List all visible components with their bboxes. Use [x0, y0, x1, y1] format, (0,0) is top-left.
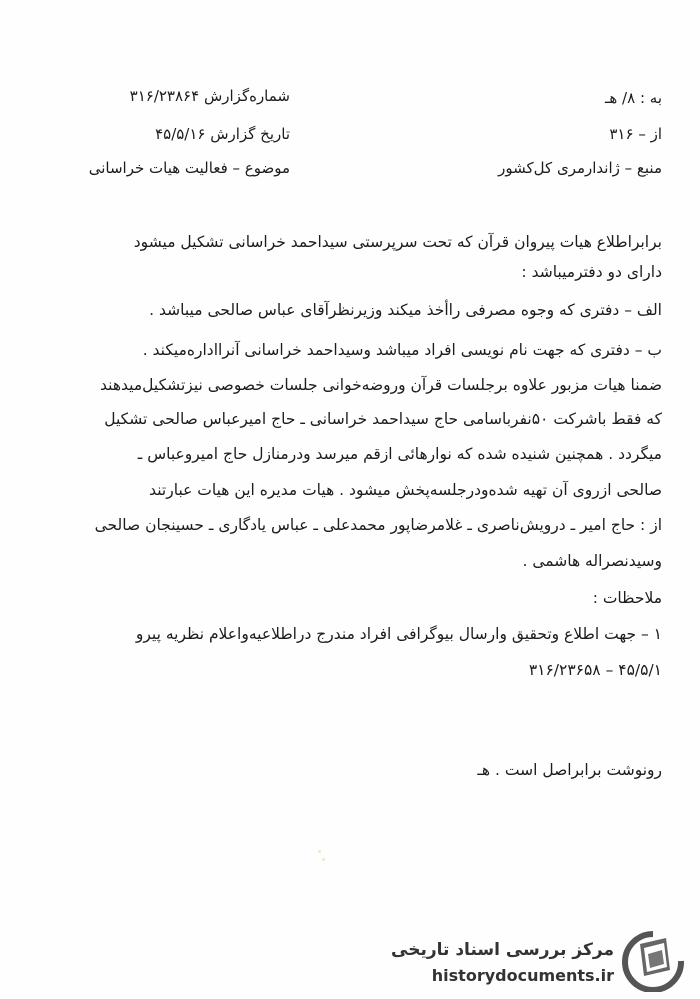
archive-logo-icon [620, 930, 686, 992]
brand-website: historydocuments.ir [431, 966, 614, 985]
body-line: که فقط باشرکت ۵۰نفرباسامی حاج سیداحمد خراسانی ـ حاج امیرعباس صالحی تشکیل [104, 410, 662, 428]
body-line: الف – دفتری که وجوه مصرفی راأخذ میکند وزیرنظرآقای عباس صالحی میباشد . [149, 301, 662, 319]
brand-name: مرکز بررسی اسناد تاریخی [391, 940, 614, 960]
note-line: ۱ – جهت اطلاع وتحقیق وارسال بیوگرافی افراد مندرج دراطلاعیه‌واعلام نظریه پیرو [135, 625, 662, 643]
notes-label: ملاحظات : [592, 589, 662, 607]
recipient-to: به : ۸/ هـ [604, 89, 662, 107]
report-subject: موضوع – فعالیت هیات خراسانی [88, 159, 290, 177]
copy-certification: رونوشت برابراصل است . هـ [477, 761, 662, 779]
body-line: صالحی ازروی آن تهیه شده‌ودرجلسه‌پخش میشود . هیات مدیره این هیات عبارتند [149, 481, 662, 499]
body-line: دارای دو دفترمیباشد : [521, 263, 662, 281]
report-number: شماره‌گزارش ۳۱۶/۲۳۸۶۴ [129, 87, 290, 105]
body-line: ضمنا هیات مزبور علاوه برجلسات قرآن وروضه‌خوانی جلسات خصوصی نیزتشکیل‌میدهند [100, 376, 662, 394]
body-line: وسیدنصراله هاشمی . [522, 552, 662, 570]
paper-speck [318, 850, 321, 853]
sender-from: از – ۳۱۶ [609, 125, 662, 143]
report-source: منبع – ژاندارمری کل‌کشور [498, 159, 662, 177]
body-line: میگردد . همچنین شنیده شده که نوارهائی ازقم میرسد ودرمنازل حاج امیروعباس ـ [137, 445, 662, 463]
body-line: برابراطلاع هیات پیروان قرآن که تحت سرپرستی سیداحمد خراسانی تشکیل میشود [133, 233, 662, 251]
body-line: ب – دفتری که جهت نام نویسی افراد میباشد وسیداحمد خراسانی آنرااداره‌میکند . [142, 341, 662, 359]
body-line: از : حاج امیر ـ درویش‌ناصری ـ غلامرضاپور محمدعلی ـ عباس یادگاری ـ حسینجان صالحی [94, 516, 662, 534]
report-date: تاریخ گزارش ۴۵/۵/۱۶ [155, 125, 290, 143]
note-reference: ۴۵/۵/۱ – ۳۱۶/۲۳۶۵۸ [528, 661, 662, 679]
paper-speck [322, 858, 325, 861]
